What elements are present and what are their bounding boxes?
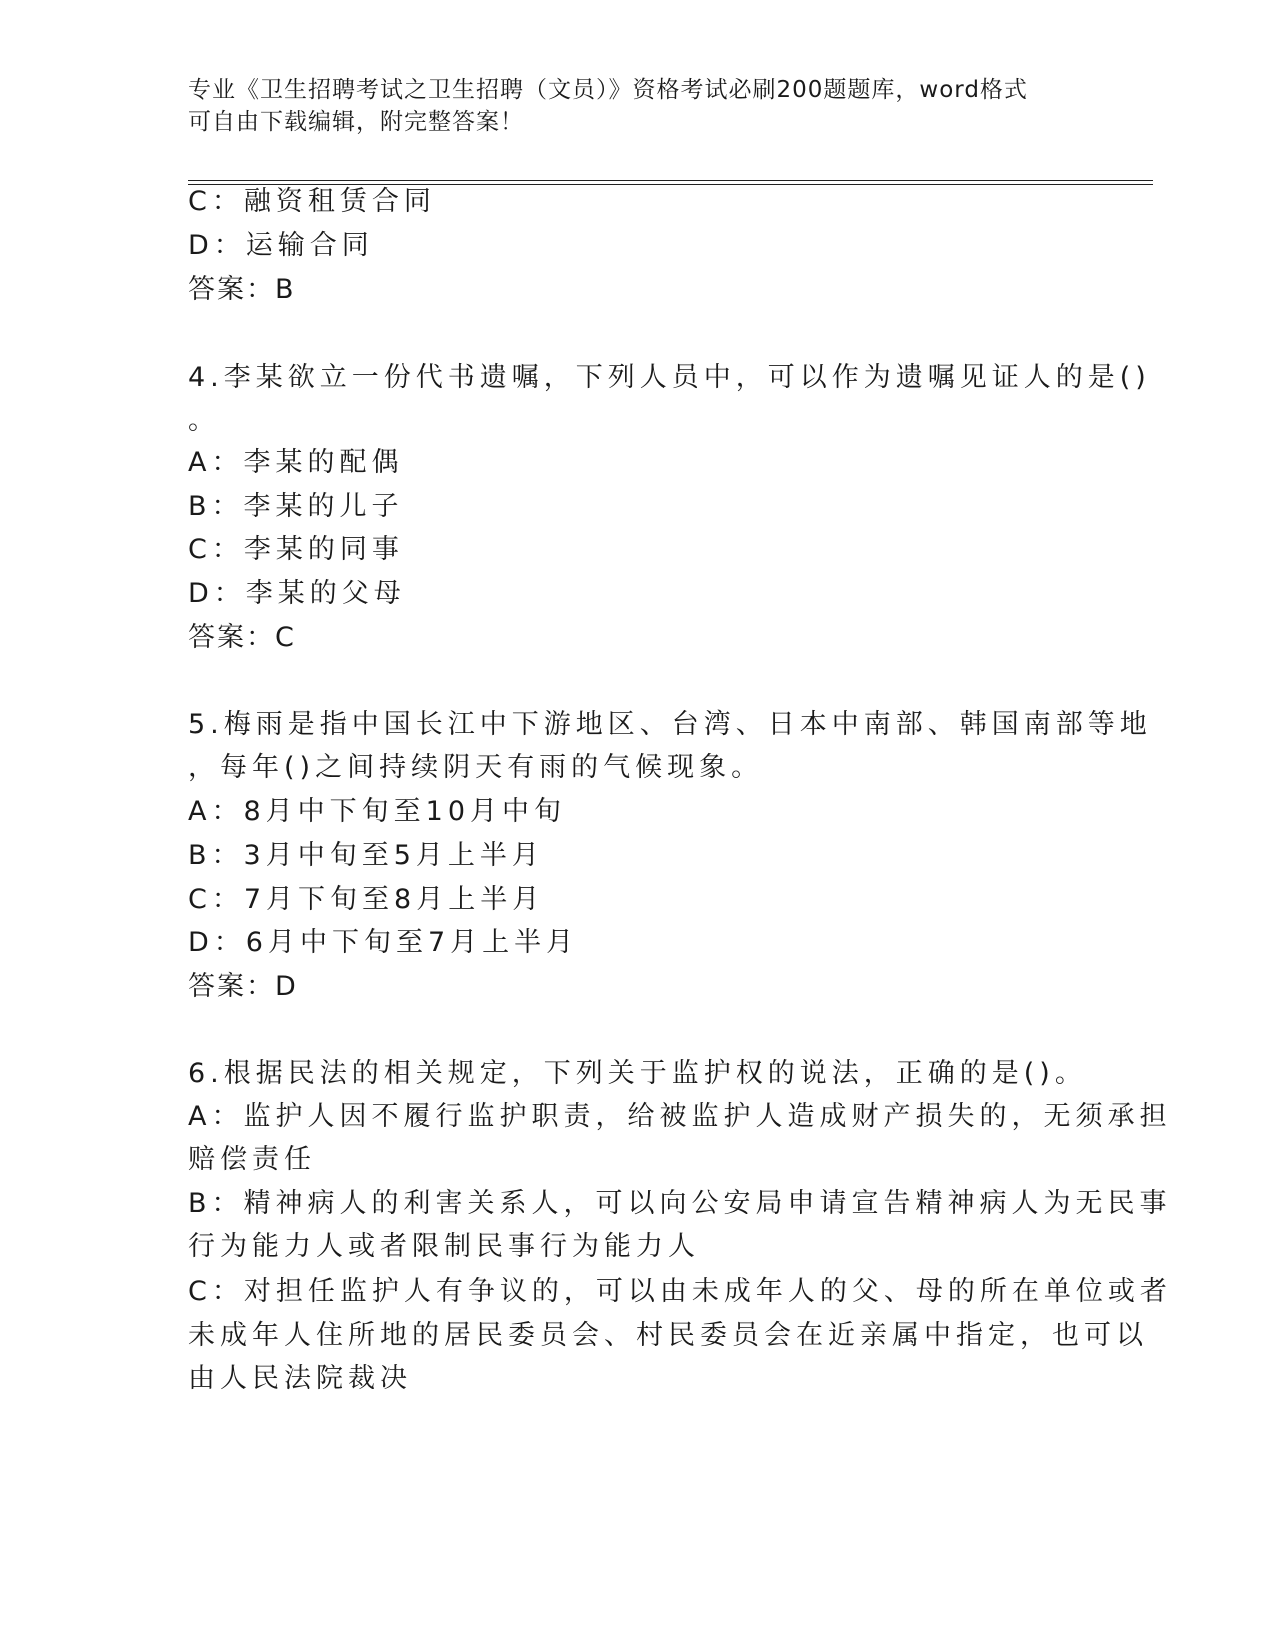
q6-stem-line-1: 6.根据民法的相关规定，下列关于监护权的说法，正确的是()。	[188, 1058, 1087, 1089]
q6-option-c-line-2: 未成年人住所地的居民委员会、村民委员会在近亲属中指定，也可以	[188, 1320, 1148, 1351]
q6-option-a-line-2: 赔偿责任	[188, 1144, 316, 1175]
q5-answer: 答案：D	[188, 971, 298, 1002]
q6-option-b-line-2: 行为能力人或者限制民事行为能力人	[188, 1231, 700, 1262]
q5-option-b: B：3月中旬至5月上半月	[188, 840, 544, 871]
q4-answer: 答案：C	[188, 622, 296, 653]
q4-option-c: C：李某的同事	[188, 534, 404, 565]
q4-stem-line-2: 。	[188, 405, 220, 436]
q6-option-a-line-1: A：监护人因不履行监护职责，给被监护人造成财产损失的，无须承担	[188, 1101, 1172, 1132]
document-header	[188, 74, 1088, 138]
q5-option-c: C：7月下旬至8月上半月	[188, 884, 545, 915]
q6-option-b-line-1: B：精神病人的利害关系人，可以向公安局申请宣告精神病人为无民事	[188, 1188, 1172, 1219]
q3-option-c: C：融资租赁合同	[188, 186, 436, 217]
q6-option-c-line-3: 由人民法院裁决	[188, 1363, 412, 1394]
q4-option-b: B：李某的儿子	[188, 491, 404, 522]
q6-option-c-line-1: C：对担任监护人有争议的，可以由未成年人的父、母的所在单位或者	[188, 1276, 1172, 1307]
q5-stem-line-1: 5.梅雨是指中国长江中下游地区、台湾、日本中南部、韩国南部等地	[188, 709, 1152, 740]
q5-stem-line-2: ，每年()之间持续阴天有雨的气候现象。	[188, 752, 764, 783]
header-title-line-2: 可自由下载编辑，附完整答案！	[188, 109, 524, 135]
q3-option-d: D：运输合同	[188, 230, 374, 261]
q5-option-a: A：8月中下旬至10月中旬	[188, 796, 567, 827]
q4-option-a: A：李某的配偶	[188, 447, 404, 478]
q5-option-d: D：6月中下旬至7月上半月	[188, 927, 579, 958]
header-title-line-1: 专业《卫生招聘考试之卫生招聘（文员）》资格考试必刷200题题库，word格式	[188, 77, 1028, 103]
q4-option-d: D：李某的父母	[188, 578, 406, 609]
q3-answer: 答案：B	[188, 274, 296, 305]
q4-stem-line-1: 4.李某欲立一份代书遗嘱，下列人员中，可以作为遗嘱见证人的是()	[188, 362, 1151, 393]
